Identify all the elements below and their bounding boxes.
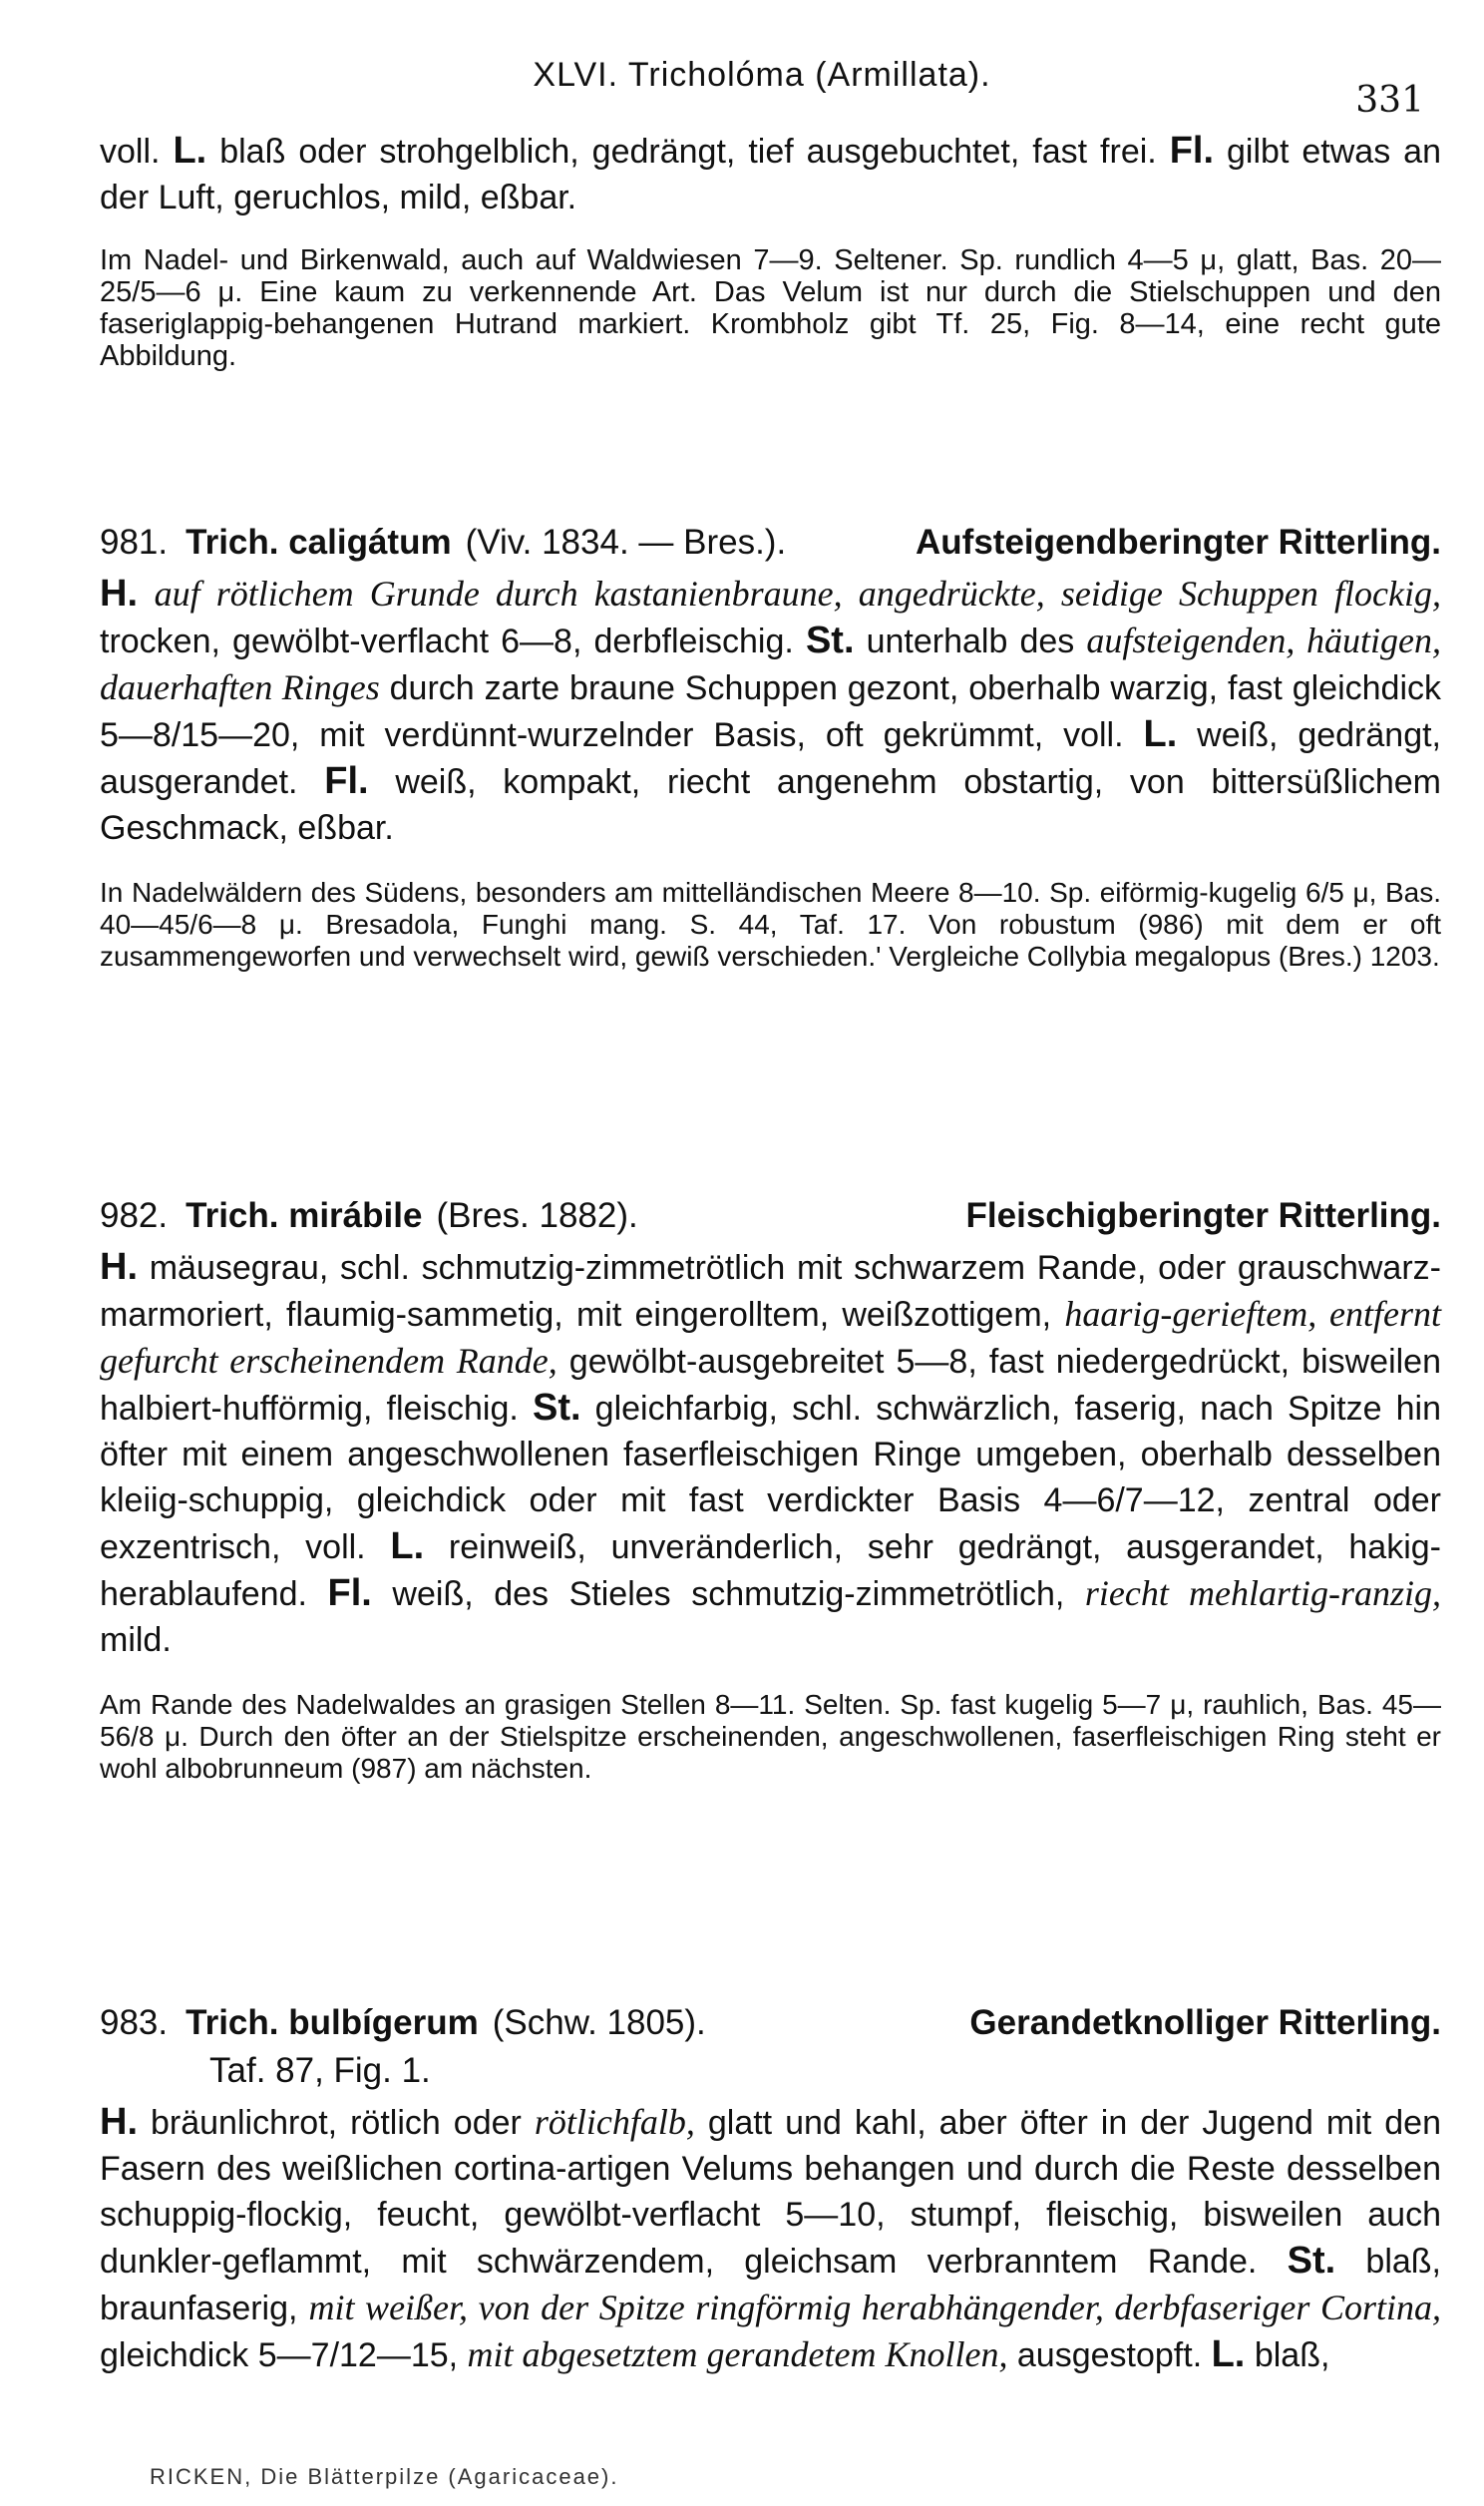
emphasized-text: aufsteigenden, häutigen, dauerhaften Ringes	[100, 621, 1442, 707]
emphasized-text: auf rötlichem Grunde durch kastanienbraune, angedrückte, seidige Schuppen flockig,	[154, 574, 1441, 614]
species-authority: (Schw. 1805).	[492, 2003, 706, 2042]
species-common-name: Aufsteigendberingter Ritterling.	[916, 523, 1441, 562]
continued-entry	[100, 128, 1441, 372]
text-run	[138, 576, 155, 614]
species-note: Am Rande des Nadelwaldes an grasigen Stellen 8—11. Selten. Sp. fast kugelig 5—7 μ, rauhlich, Bas. 45—56/8 μ. Durch den öfter an der Stielspitze erscheinenden, angeschwollenen, faserfleischigen Ring steht er wohl albobrunneum (987) am nächsten.	[100, 1689, 1441, 1784]
section-abbreviation: St.	[532, 1387, 581, 1429]
text-run: glatt und kahl, aber öfter in der Jugend mit den Fasern des weißlichen cortina-artigen Velums behangen und durch die Reste desselben schuppig-flockig, feucht, gewölbt-verflacht 5—10, stumpf, fleischig, bisweilen auch dunkler-geflammt, mit schwärzendem, gleichsam verbranntem Rande.	[100, 2104, 1441, 2281]
text-run: reinweiß, unveränderlich, sehr gedrängt, ausgerandet, hakig-herablaufend.	[100, 1528, 1442, 1613]
text-run: trocken, gewölbt-verflacht 6—8, derbfleischig.	[100, 623, 806, 660]
running-title: XLVI. Tricholóma (Armillata).	[533, 56, 991, 94]
species-authority: (Viv. 1834. — Bres.).	[465, 523, 787, 562]
text-run: bräunlichrot, rötlich oder	[138, 2104, 535, 2142]
text-run: blaß, braunfaserig,	[100, 2243, 1441, 2327]
plate-reference: Taf. 87, Fig. 1.	[209, 2051, 431, 2090]
section-abbreviation: L.	[390, 1525, 425, 1567]
emphasized-text: rötlichfalb,	[534, 2102, 695, 2142]
page-number: 331	[1355, 80, 1424, 121]
species-entry-982	[100, 1192, 1441, 1785]
section-abbreviation: H.	[100, 2101, 138, 2143]
species-latin-name: Trich. mirábile	[186, 1196, 423, 1235]
text-run: gilbt etwas an der Luft, geruchlos, mild, eßbar.	[100, 133, 1441, 216]
text-run: unterhalb des	[854, 623, 1087, 660]
text-run: gleichdick 5—7/12—15,	[100, 2336, 468, 2374]
text-run: weiß, des Stieles schmutzig-zimmetrötlich,	[371, 1575, 1085, 1613]
section-abbreviation: L.	[1143, 713, 1178, 755]
species-number: 982.	[100, 1196, 169, 1235]
section-abbreviation: H.	[100, 1246, 138, 1288]
section-abbreviation: Fl.	[1169, 130, 1215, 172]
species-heading	[100, 1999, 1441, 2095]
page-footer-signature: RICKEN, Die Blätterpilze (Agaricaceae).	[150, 2464, 619, 2489]
species-note: In Nadelwäldern des Südens, besonders am mittelländischen Meere 8—10. Sp. eiförmig-kugelig 6/5 μ, Bas. 40—45/6—8 μ. Bresadola, Funghi mang. S. 44, Taf. 17. Von robustum (986) mit dem er oft zusammengeworfen und verwechselt wird, gewiß verschieden.' Vergleiche Collybia megalopus (Bres.) 1203.	[100, 877, 1441, 972]
continued-description	[100, 128, 1441, 220]
text-run: weiß, kompakt, riecht angenehm obstartig, von bittersüßlichem Geschmack, eßbar.	[100, 763, 1442, 847]
text-run: blaß,	[1245, 2336, 1330, 2374]
text-run: weiß, gedrängt, ausgerandet.	[100, 716, 1442, 801]
section-abbreviation: H.	[100, 573, 138, 615]
species-description	[100, 2099, 1441, 2378]
section-abbreviation: Fl.	[324, 760, 369, 802]
text-run: voll.	[100, 133, 174, 171]
text-run: durch zarte braune Schuppen gezont, oberhalb warzig, fast gleichdick 5—8/15—20, mit verdünnt-wurzelnder Basis, oft gekrümmt, voll.	[100, 669, 1441, 754]
species-number: 983.	[100, 2003, 169, 2042]
emphasized-text: riecht mehlartig-ranzig,	[1084, 1573, 1441, 1613]
species-common-name: Gerandetknolliger Ritterling.	[969, 2003, 1441, 2042]
text-run: gleichfarbig, schl. schwärzlich, faserig, nach Spitze hin öfter mit einem angeschwollenen faserfleischigen Ringe umgeben, oberhalb desselben kleiig-schuppig, gleichdick oder mit fast verdickter Basis 4—6/7—12, zentral oder exzentrisch, voll.	[100, 1390, 1441, 1566]
continued-note: Im Nadel- und Birkenwald, auch auf Waldwiesen 7—9. Seltener. Sp. rundlich 4—5 μ, glatt, Bas. 20—25/5—6 μ. Eine kaum zu verkennende Art. Das Velum ist nur durch die Stielschuppen und den faseriglappig-behangenen Hutrand markiert. Krombholz gibt Tf. 25, Fig. 8—14, eine recht gute Abbildung.	[100, 244, 1441, 372]
species-entry-983	[100, 1999, 1441, 2378]
species-description	[100, 1244, 1441, 1663]
text-run: gewölbt-ausgebreitet 5—8, fast niedergedrückt, bisweilen halbiert-hufförmig, fleischig.	[100, 1343, 1441, 1428]
species-latin-name: Trich. caligátum	[186, 523, 452, 562]
emphasized-text: mit abgesetztem gerandetem Knollen,	[467, 2334, 1008, 2374]
section-abbreviation: St.	[1287, 2240, 1336, 2282]
species-common-name: Fleischigberingter Ritterling.	[965, 1196, 1441, 1235]
species-latin-name: Trich. bulbígerum	[186, 2003, 479, 2042]
species-heading	[100, 519, 1441, 567]
section-abbreviation: L.	[1211, 2333, 1246, 2375]
text-run: blaß oder strohgelblich, gedrängt, tief ausgebuchtet, fast frei.	[206, 133, 1170, 171]
section-abbreviation: St.	[805, 620, 855, 661]
species-authority: (Bres. 1882).	[436, 1196, 638, 1235]
text-run: mild.	[100, 1621, 172, 1659]
page-header	[80, 50, 1444, 121]
emphasized-text: mit weißer, von der Spitze ringförmig herabhängender, derbfaseriger Cortina,	[308, 2288, 1441, 2327]
section-abbreviation: Fl.	[327, 1572, 372, 1614]
species-description	[100, 571, 1441, 851]
emphasized-text: haarig-gerieftem, entfernt gefurcht erscheinendem Rande,	[100, 1294, 1442, 1381]
species-number: 981.	[100, 523, 169, 562]
text-run: ausgestopft.	[1007, 2336, 1212, 2374]
species-heading	[100, 1192, 1441, 1240]
species-entry-981	[100, 519, 1441, 973]
section-abbreviation: L.	[173, 130, 207, 172]
text-run: mäusegrau, schl. schmutzig-zimmetrötlich mit schwarzem Rande, oder grauschwarz-marmoriert, flaumig-sammetig, mit eingerolltem, weißzottigem,	[100, 1249, 1441, 1334]
